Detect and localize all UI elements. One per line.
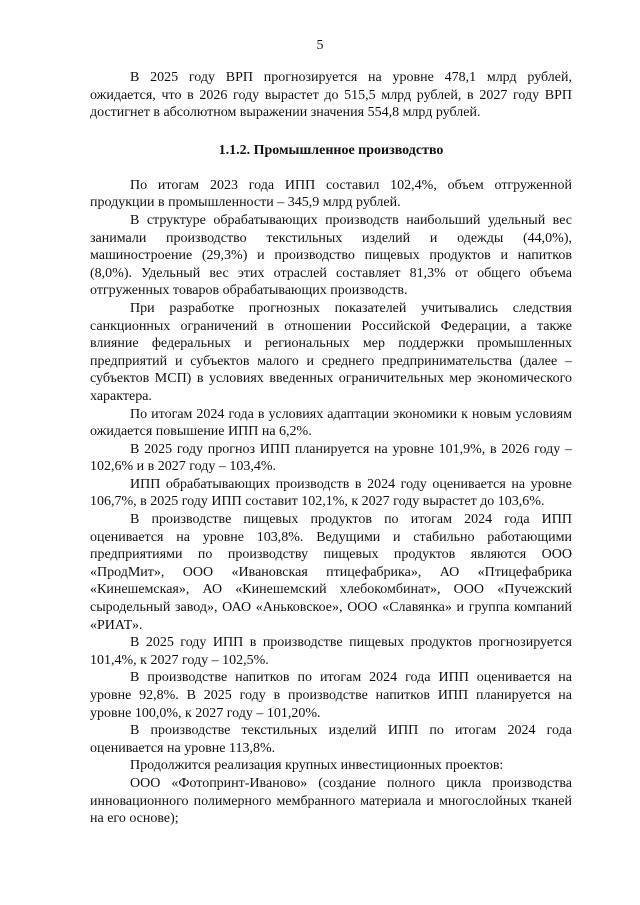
paragraph: По итогам 2023 года ИПП составил 102,4%, объем отгруженной продукции в промышленности – 345,9 млрд рублей. <box>90 177 572 211</box>
paragraph: При разработке прогнозных показателей учитывались следствия санкционных ограничений в отношении Российской Федерации, а также влияние федеральных и региональных мер поддержки промышленных предприятий и субъектов малого и среднего предпринимательства (далее – субъектов МСП) в условиях введенных ограничительных мер экономического характера. <box>90 300 572 404</box>
paragraph: В структуре обрабатывающих производств наибольший удельный вес занимали производство текстильных изделий и одежды (44,0%), машиностроение (29,3%) и производство пищевых продуктов и напитков (8,0%). Удельный вес этих отраслей составляет 81,3% от общего объема отгруженных товаров обрабатывающих производств. <box>90 212 572 299</box>
paragraph: В 2025 году прогноз ИПП планируется на уровне 101,9%, в 2026 году – 102,6% и в 2027 году – 103,4%. <box>90 441 572 475</box>
paragraph: В производстве пищевых продуктов по итогам 2024 года ИПП оценивается на уровне 103,8%. Ведущими и стабильно работающими предприятиями по производству пищевых продуктов являются ООО «ПродМит», ООО «Ивановская птицефабрика», АО «Птицефабрика «Кинешемская», АО «Кинешемский хлебокомбинат», ООО «Пучежский сыродельный завод», ОАО «Аньковское», ООО «Славянка» и группа компаний «РИАТ». <box>90 512 572 633</box>
paragraph: ООО «Фотопринт-Иваново» (создание полного цикла производства инновационного полимерного мембранного материала и многослойных тканей на его основе); <box>90 775 572 827</box>
page-content <box>90 69 572 828</box>
paragraph: По итогам 2024 года в условиях адаптации экономики к новым условиям ожидается повышение ИПП на 6,2%. <box>90 406 572 440</box>
paragraph: В производстве напитков по итогам 2024 года ИПП оценивается на уровне 92,8%. В 2025 году в производстве напитков ИПП планируется на уровне 100,0%, к 2027 году – 101,20%. <box>90 670 572 721</box>
paragraph: ИПП обрабатывающих производств в 2024 году оценивается на уровне 106,7%, в 2025 году ИПП составит 102,1%, к 2027 году вырастет до 103,6%. <box>90 476 572 510</box>
paragraph: В производстве текстильных изделий ИПП по итогам 2024 года оценивается на уровне 113,8%. <box>90 723 572 756</box>
page-number: 5 <box>316 38 324 53</box>
paragraph: В 2025 году ИПП в производстве пищевых продуктов прогнозируется 101,4%, к 2027 году – 102,5%. <box>90 635 572 668</box>
section-heading: 1.1.2. Промышленное производство <box>218 142 444 158</box>
paragraph: Продолжится реализация крупных инвестиционных проектов: <box>130 758 504 774</box>
intro-paragraph: В 2025 году ВРП прогнозируется на уровне 478,1 млрд рублей, ожидается, что в 2026 году вырастет до 515,5 млрд рублей, в 2027 году ВРП достигнет в абсолютном выражении значения 554,8 млрд рублей. <box>90 70 572 121</box>
